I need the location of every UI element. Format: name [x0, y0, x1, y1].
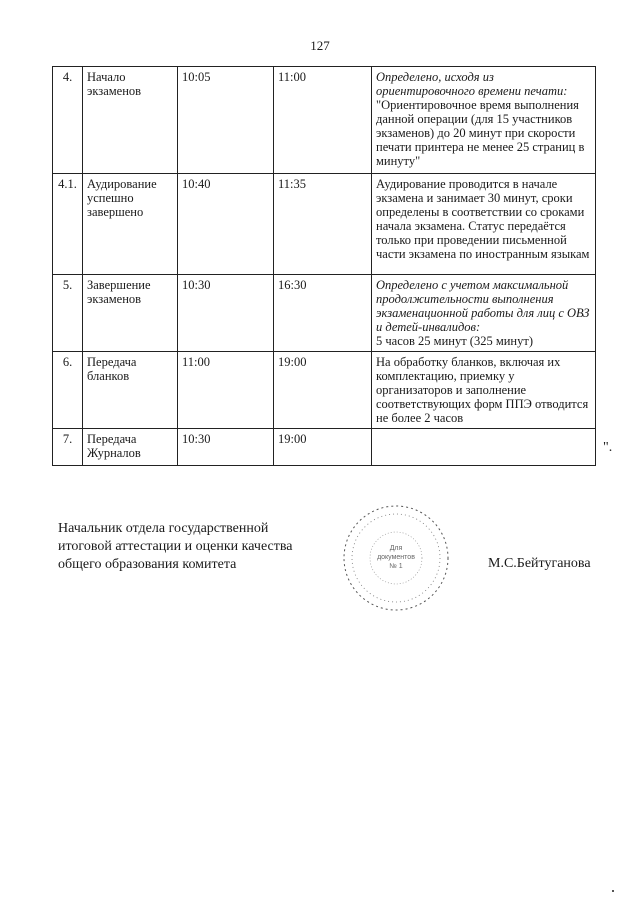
stamp-text: документов	[377, 554, 415, 561]
row-note-text: Аудирование проводится в начале экзамена и занимает 30 минут, сроки определены в соответствии со сроками начала экзамена. Статус передаётся только при проведении письменной части экзамена по иностранным языкам	[376, 177, 590, 261]
table-row	[53, 352, 596, 429]
row-note	[372, 67, 596, 174]
row-number: 4.	[53, 67, 83, 174]
official-stamp	[340, 502, 452, 614]
row-event: Завершение экзаменов	[83, 275, 178, 352]
row-event: Передача Журналов	[83, 429, 178, 466]
row-end-time: 16:30	[274, 275, 372, 352]
row-note	[372, 352, 596, 429]
table-row	[53, 275, 596, 352]
stamp-text: Для	[389, 545, 403, 552]
table-row	[53, 429, 596, 466]
row-note-italic: Определено, исходя из ориентировочного времени печати:	[376, 70, 568, 98]
stamp-text: № 1	[389, 563, 403, 570]
signatory-name: М.С.Бейтуганова	[488, 556, 591, 571]
row-start-time: 10:40	[178, 174, 274, 275]
row-start-time: 10:30	[178, 275, 274, 352]
row-start-time: 11:00	[178, 352, 274, 429]
signature-title-line: общего образования комитета	[58, 557, 237, 572]
row-end-time: 11:35	[274, 174, 372, 275]
row-note-italic: Определено с учетом максимальной продолжительности выполнения экзаменационной работы для лиц с ОВЗ и детей-инвалидов:	[376, 278, 590, 334]
signature-block	[58, 520, 292, 574]
row-end-time: 11:00	[274, 67, 372, 174]
row-start-time: 10:05	[178, 67, 274, 174]
row-number: 5.	[53, 275, 83, 352]
page-number: 127	[310, 38, 330, 53]
closing-quote: ".	[603, 440, 613, 455]
row-event: Начало экзаменов	[83, 67, 178, 174]
row-note-text: 5 часов 25 минут (325 минут)	[376, 334, 533, 348]
row-note	[372, 174, 596, 275]
signature-title-line: Начальник отдела государственной	[58, 521, 269, 536]
row-number: 7.	[53, 429, 83, 466]
table-row	[53, 174, 596, 275]
row-note-text: На обработку бланков, включая их комплектацию, приемку у организаторов и заполнение соответствующих форм ППЭ отводится не более 2 часов	[376, 355, 589, 425]
row-event: Аудирование успешно завершено	[83, 174, 178, 275]
row-event: Передача бланков	[83, 352, 178, 429]
row-number: 4.1.	[53, 174, 83, 275]
table-row	[53, 67, 596, 174]
schedule-table	[52, 66, 596, 466]
row-end-time: 19:00	[274, 429, 372, 466]
row-note-text: "Ориентировочное время выполнения данной операции (для 15 участников экзаменов) до 20 минут при скорости печати принтера не менее 25 страниц в минуту"	[376, 98, 585, 168]
row-start-time: 10:30	[178, 429, 274, 466]
signature-title-line: итоговой аттестации и оценки качества	[58, 539, 293, 554]
row-end-time: 19:00	[274, 352, 372, 429]
row-note	[372, 275, 596, 352]
row-note	[372, 429, 596, 466]
row-number: 6.	[53, 352, 83, 429]
scan-mark	[612, 890, 614, 892]
